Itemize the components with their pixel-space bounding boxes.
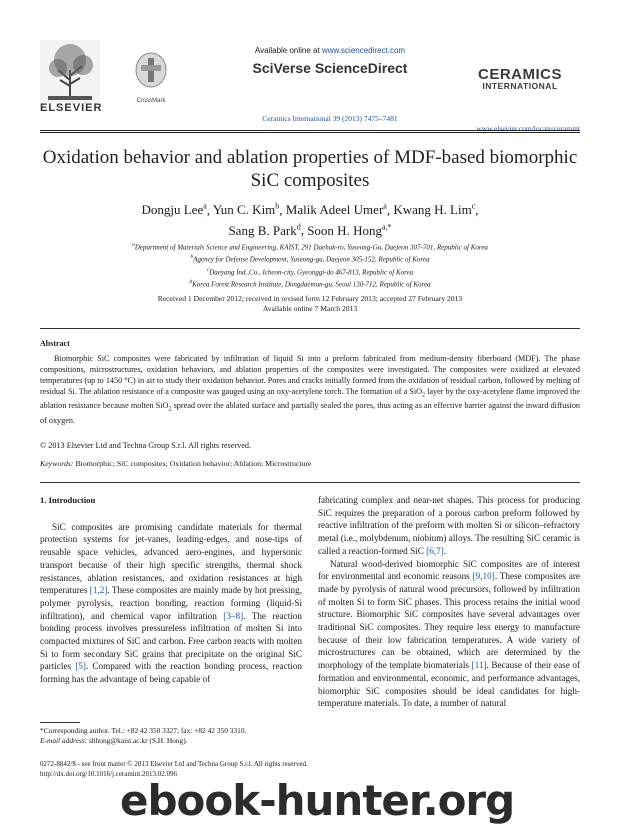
affiliation: $^b$Agency for Defense Development, Yuseong-gu, Daejeon 305-152, Republic of Korea xyxy=(190,254,430,264)
header-divider-thin xyxy=(40,132,580,133)
journal-citation[interactable]: Ceramics International 39 (2013) 7475–7481 xyxy=(262,114,398,123)
keywords xyxy=(40,459,580,468)
author-list: Dongju Lee$^a$, Yun C. Kim$^b$, Malik Adeel Umer$^a$, Kwang H. Lim$^c$, Sang B. Park$^d$, Soon H. Hong$^{a,*}$ xyxy=(141,202,479,238)
corresponding-author-footnote xyxy=(40,726,302,746)
citation-link[interactable]: [6,7] xyxy=(426,545,444,556)
journal-name-line1: CERAMICS xyxy=(477,66,562,83)
watermark-text: ebook-hunter.org xyxy=(120,776,515,825)
article-title xyxy=(40,146,580,192)
article-dates xyxy=(60,294,560,314)
body-column-left xyxy=(40,494,302,686)
body-column-right xyxy=(318,494,580,710)
keywords-label: Keywords: xyxy=(40,459,74,468)
elsevier-tree-logo-icon xyxy=(40,40,100,104)
citation-link[interactable]: [3–8] xyxy=(223,610,244,621)
front-matter-issn: 0272-8842/$ - see front matter © 2013 Elsevier Ltd and Techna Group S.r.l. All rights reserved. xyxy=(40,760,308,768)
available-online xyxy=(200,46,460,55)
author[interactable]: Soon H. Hong$^{a,*}$ xyxy=(307,222,392,238)
crossmark-label: CrossMark xyxy=(136,98,166,104)
citation-link[interactable]: [9,10] xyxy=(472,571,495,582)
email-line xyxy=(40,736,302,746)
section-heading-introduction: 1. Introduction xyxy=(40,495,96,505)
journal-header xyxy=(40,40,580,133)
title-line2: SiC composites xyxy=(250,170,370,191)
affiliation: $^a$Department of Materials Science and Engineering, KAIST, 291 Daehak-ro, Yuseong-Gu, Daejeon 307-701, Republic of Korea xyxy=(132,242,488,252)
affiliations xyxy=(50,240,570,289)
journal-logo xyxy=(460,66,580,91)
crossmark-icon[interactable] xyxy=(132,50,170,96)
citation-link[interactable]: [1,2] xyxy=(89,585,108,596)
affiliation: $^d$Korea Forest Research Institute, Dongdaemun-gu, Seoul 130-712, Republic of Korea xyxy=(189,278,431,289)
sciencedirect-link[interactable]: www.sciencedirect.com xyxy=(321,46,406,55)
paragraph: fabricating complex and near-net shapes. This process for producing SiC requires the preparation of a porous carbon preform followed by reactive infiltration of the preform with molten Si or silicon–refractory metal (i.e., molybdenum, niobium) alloys. The resulting SiC ceramic is called a reaction-formed SiC [6,7]. xyxy=(318,495,580,556)
paragraph: SiC composites are promising candidate materials for thermal protection systems for jet-vanes, leading-edges, and nose-tips of reusable space vehicles, advanced aero-engines, and hypersonic transport because of their high specific strengths, thermal shock resistances, ablation resistances, and oxidation resistances at high temperatures [1,2]. These composites are mainly made by hot pressing, polymer pyrolysis, reaction bonding, reaction forming (liquid-Si infiltration), and chemical vapor infiltration [3–8]. The reaction bonding process involves pressureless infiltration of molten Si into compacted mixtures of SiC and carbon. Free carbon reacts with molten Si to form secondary SiC grains that precipitate on the original SiC particles [5]. Compared with the reaction bonding process, reaction forming has the advantage of being capable of xyxy=(40,521,302,685)
title-line1: Oxidation behavior and ablation properties of MDF-based biomorphic xyxy=(42,147,578,168)
abstract-copyright: © 2013 Elsevier Ltd and Techna Group S.r.l. All rights reserved. xyxy=(40,441,252,450)
publisher-logo-text: ELSEVIER xyxy=(40,102,103,114)
received-dates: Received 1 December 2012; received in revised form 12 February 2013; accepted 27 February 2013 xyxy=(157,294,463,303)
abstract-bottom-divider xyxy=(40,482,580,483)
author[interactable]: Dongju Lee$^a$ xyxy=(141,202,207,218)
paragraph: Natural wood-derived biomorphic SiC composites are of interest for environmental and economic reasons [9,10]. These composites are made by pyrolysis of natural wood precursors, followed by infiltration of molten Si to form SiC phases. This process retains the initial wood structure. Biomorphic SiC composites have several advantages over traditional SiC composites. They require less energy to manufacture because of their low fabrication temperatures. A wide variety of microstructures can be obtained, which are determined by the morphology of the template biomaterials [11]. Because of their ease of formation and environmental, economic, and performance advantages, biomorphic SiC composites should be ideal candidates for high-temperature materials. To date, a number of natural xyxy=(318,558,581,709)
affiliation: $^c$Daeyang Ind.,Co., Icheon-city, Gyeonggi-do 467-813, Republic of Korea xyxy=(206,266,414,276)
citation-link[interactable]: [11] xyxy=(471,660,487,671)
author[interactable]: Yun C. Kim$^b$ xyxy=(212,202,280,218)
sciencedirect-brand: SciVerse ScienceDirect xyxy=(252,60,408,76)
abstract-text: Biomorphic SiC composites were fabricated by infiltration of liquid Si into a preform fabricated from medium-density fiberboard (MDF). The phase compositions, microstructures, oxidation behaviors, and ablation properties of the composites were investigated. The composites were oxidized at elevated temperatures (up to 1450 °C) in air to study their oxidation behavior. Pores and cracks initially formed from the oxidation of residual carbon, followed by melting of residual Si. The ablation resistance of a composite was gauged using an oxy-acetylene torch. The formation of a SiO$_2$ layer by the oxy-acetylene flame improved the ablation resistance because molten SiO$_2$ spread over the ablated surface and partially sealed the pores, thus acting as an effective barrier against the inward diffusion of oxygen. xyxy=(40,354,581,425)
abstract-heading: Abstract xyxy=(40,339,70,348)
corresponding-author: *Corresponding author. Tel.: +82 42 350 3327; fax: +82 42 350 3310. xyxy=(40,726,247,735)
online-date: Available online 7 March 2013 xyxy=(262,304,358,313)
journal-url-link[interactable]: www.elsevier.com/locate/ceramint xyxy=(476,124,580,133)
author[interactable]: Sang B. Park$^d$ xyxy=(228,222,301,238)
email-address[interactable]: shhong@kaist.ac.kr (S.H. Hong). xyxy=(87,736,188,745)
keywords-list: Biomorphic; SiC composites; Oxidation behavior; Ablation; Microstructure xyxy=(75,459,312,468)
citation-link[interactable]: [5] xyxy=(75,661,86,672)
abstract-top-divider xyxy=(40,328,580,329)
email-label: E-mail address: xyxy=(40,736,88,745)
author[interactable]: Kwang H. Lim$^c$ xyxy=(393,202,476,218)
doi-link[interactable]: http://dx.doi.org/10.1016/j.ceramint.2013.02.096 xyxy=(40,769,177,778)
available-prefix: Available online at xyxy=(254,46,322,55)
journal-name-line2: INTERNATIONAL xyxy=(482,81,558,91)
author[interactable]: Malik Adeel Umer$^a$ xyxy=(285,202,387,218)
footnote-divider xyxy=(40,722,80,723)
header-divider xyxy=(40,130,580,131)
